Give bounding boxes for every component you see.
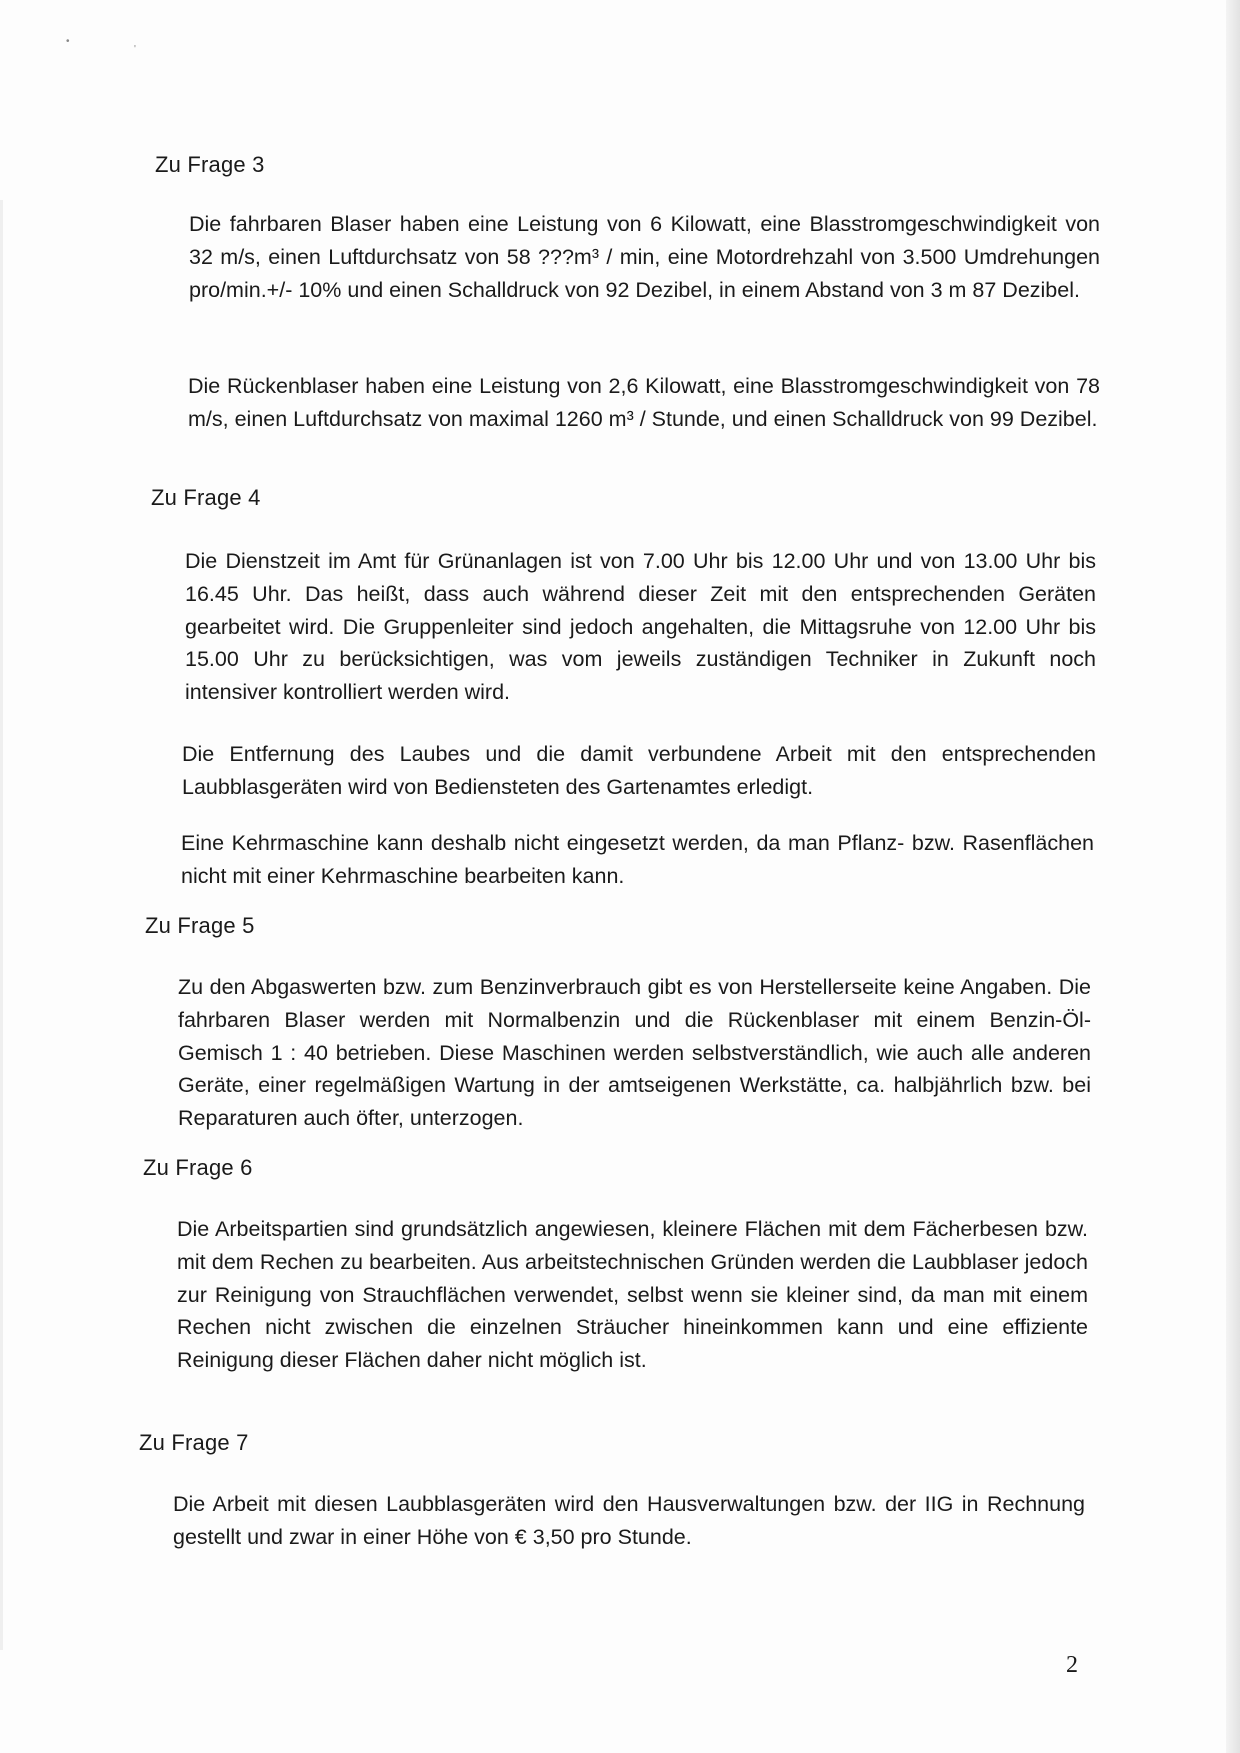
scan-speck: • [66,36,70,47]
section-heading: Zu Frage 4 [151,485,261,510]
paragraph: Die Entfernung des Laubes und die damit verbundene Arbeit mit den entsprechenden Laubblasgeräten wird von Bediensteten des Gartenamtes erledigt. [182,742,1096,799]
section-heading: Zu Frage 6 [143,1155,253,1180]
paragraph: Die fahrbaren Blaser haben eine Leistung von 6 Kilowatt, eine Blasstromgeschwindigkeit von 32 m/s, einen Luftdurchsatz von 58 ???m³ / min, eine Motordrehzahl von 3.500 Umdrehungen pro/min.+/- 10% und einen Schalldruck von 92 Dezibel, in einem Abstand von 3 m 87 Dezibel. [189,212,1100,302]
paragraph: Eine Kehrmaschine kann deshalb nicht eingesetzt werden, da man Pflanz- bzw. Rasenflächen nicht mit einer Kehrmaschine bearbeiten kann. [181,831,1094,888]
paragraph: Die Arbeit mit diesen Laubblasgeräten wird den Hausverwaltungen bzw. der IIG in Rechnung gestellt und zwar in einer Höhe von € 3,50 pro Stunde. [173,1492,1085,1549]
section-heading: Zu Frage 5 [145,913,255,938]
section-heading: Zu Frage 3 [155,152,265,177]
scan-speck: ' [134,44,136,55]
paragraph: Die Arbeitspartien sind grundsätzlich angewiesen, kleinere Flächen mit dem Fächerbesen bzw. mit dem Rechen zu bearbeiten. Aus arbeitstechnischen Gründen werden die Laubblaser jedoch zur Reinigung von Strauchflächen verwendet, selbst wenn sie kleiner sind, da man mit einem Rechen nicht zwischen die einzelnen Sträucher hineinkommen kann und eine effiziente Reinigung dieser Flächen daher nicht möglich ist. [177,1217,1088,1373]
paragraph: Die Rückenblaser haben eine Leistung von 2,6 Kilowatt, eine Blasstromgeschwindigkeit von 78 m/s, einen Luftdurchsatz von maximal 1260 m³ / Stunde, und einen Schalldruck von 99 Dezibel. [188,374,1100,431]
scan-edge-left [0,200,3,1650]
scan-edge [1226,0,1240,1753]
paragraph: Die Dienstzeit im Amt für Grünanlagen ist von 7.00 Uhr bis 12.00 Uhr und von 13.00 Uhr bis 16.45 Uhr. Das heißt, dass auch während dieser Zeit mit den entsprechenden Geräten gearbeitet wird. Die Gruppenleiter sind jedoch angehalten, die Mittagsruhe von 12.00 Uhr bis 15.00 Uhr zu berücksichtigen, was vom jeweils zuständigen Techniker in Zukunft noch intensiver kontrolliert werden wird. [185,549,1096,705]
paragraph: Zu den Abgaswerten bzw. zum Benzinverbrauch gibt es von Herstellerseite keine Angaben. Die fahrbaren Blaser werden mit Normalbenzin und die Rückenblaser mit einem Benzin-Öl-Gemisch 1 : 40 betrieben. Diese Maschinen werden selbstverständlich, wie auch alle anderen Geräte, einer regelmäßigen Wartung in der amtseigenen Werkstätte, ca. halbjährlich bzw. bei Reparaturen auch öfter, unterzogen. [178,975,1091,1131]
page-number: 2 [1066,1652,1078,1678]
section-heading: Zu Frage 7 [139,1430,249,1455]
